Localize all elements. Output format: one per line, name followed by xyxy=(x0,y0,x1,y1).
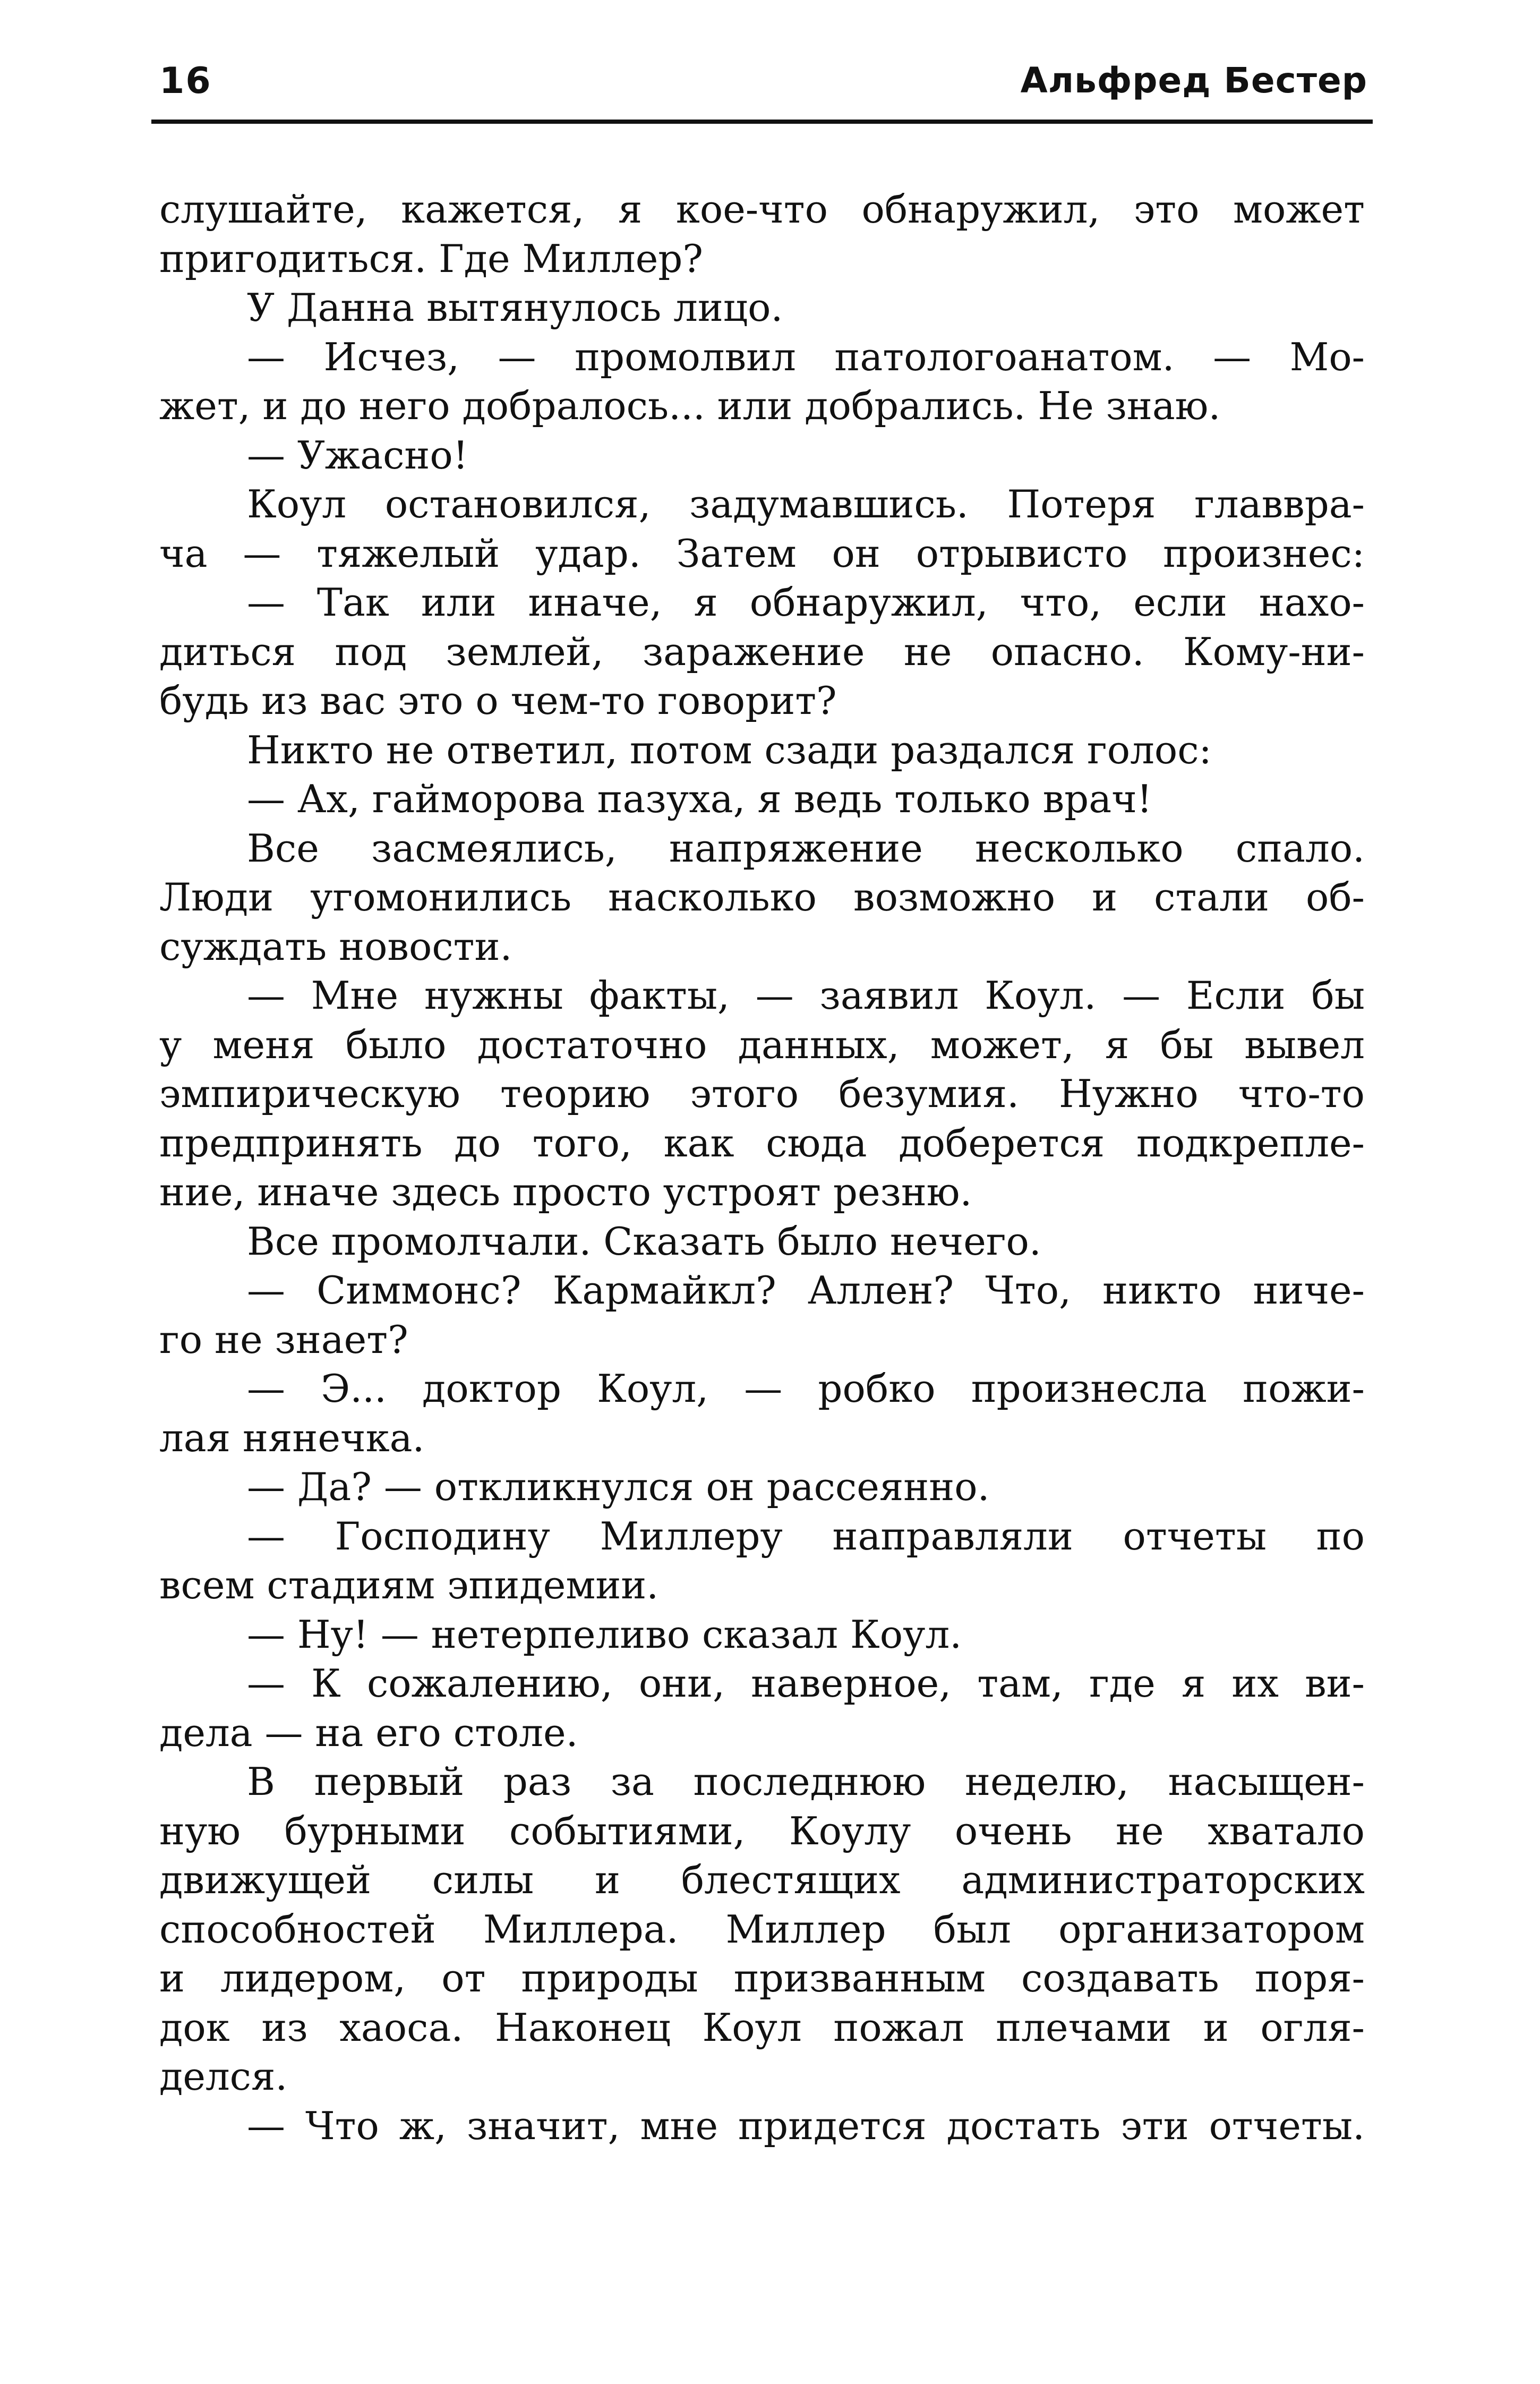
text-line: У Данна вытянулось лицо. xyxy=(247,285,783,330)
text-line: — Да? — откликнулся он рассеянно. xyxy=(247,1465,990,1509)
text-line: движущей силы и блестящих администраторских xyxy=(159,1858,1365,1902)
text-line: док из хаоса. Наконец Коул пожал плечами и огля- xyxy=(159,2005,1365,2050)
text-body xyxy=(159,185,1365,2150)
text-line: — Ужасно! xyxy=(247,432,468,478)
header-rule xyxy=(151,120,1373,124)
text-line: — Симмонс? Кармайкл? Аллен? Что, никто ниче- xyxy=(247,1268,1365,1313)
text-line: лая нянечка. xyxy=(159,1415,425,1460)
text-line: — Мне нужны факты, — заявил Коул. — Если бы xyxy=(247,973,1365,1018)
text-line: Никто не ответил, потом сзади раздался голос: xyxy=(247,727,1212,772)
text-line: Люди угомонились насколько возможно и стали об- xyxy=(159,875,1365,919)
text-line: — Исчез, — промолвил патологоанатом. — Мо- xyxy=(247,334,1365,379)
text-line: — К сожалению, они, наверное, там, где я их ви- xyxy=(247,1661,1365,1706)
text-line: Все засмеялись, напряжение несколько спало. xyxy=(247,825,1365,871)
text-line: ча — тяжелый удар. Затем он отрывисто произнес: xyxy=(159,531,1365,576)
text-line: — Господину Миллеру направляли отчеты по xyxy=(247,1513,1365,1559)
page-header xyxy=(159,50,1367,109)
text-line: предпринять до того, как сюда доберется подкрепле- xyxy=(159,1120,1365,1165)
text-line: и лидером, от природы призванным создавать поря- xyxy=(159,1956,1365,2000)
text-line: ную бурными событиями, Коулу очень не хватало xyxy=(159,1808,1365,1853)
text-line: делся. xyxy=(159,2054,288,2099)
text-line: диться под землей, заражение не опасно. Кому-ни- xyxy=(159,629,1365,674)
text-line: — Так или иначе, я обнаружил, что, если нахо- xyxy=(247,580,1365,625)
text-line: всем стадиям эпидемии. xyxy=(159,1563,659,1607)
text-line: пригодиться. Где Миллер? xyxy=(159,236,703,281)
text-line: у меня было достаточно данных, может, я бы вывел xyxy=(159,1022,1365,1067)
text-line: дела — на его столе. xyxy=(159,1710,578,1755)
text-line: будь из вас это о чем-то говорит? xyxy=(159,678,837,723)
text-line: способностей Миллера. Миллер был организатором xyxy=(159,1906,1365,1952)
text-line: — Ах, гайморова пазуха, я ведь только врач! xyxy=(247,777,1152,821)
text-line: Коул остановился, задумавшись. Потеря главвра- xyxy=(247,482,1365,526)
text-line: — Ну! — нетерпеливо сказал Коул. xyxy=(247,1612,962,1657)
text-line: слушайте, кажется, я кое-что обнаружил, это может xyxy=(159,187,1365,232)
text-line: — Что ж, значит, мне придется достать эти отчеты. xyxy=(247,2103,1365,2148)
running-head-author: Альфред Бестер xyxy=(1020,60,1367,101)
page-number: 16 xyxy=(159,60,212,102)
text-line: эмпирическую теорию этого безумия. Нужно что-то xyxy=(159,1071,1365,1116)
text-line: Все промолчали. Сказать было нечего. xyxy=(247,1219,1041,1264)
text-line: В первый раз за последнюю неделю, насыщен- xyxy=(247,1759,1365,1804)
text-line: — Э... доктор Коул, — робко произнесла пожи- xyxy=(247,1366,1365,1411)
text-line: го не знает? xyxy=(159,1317,408,1362)
text-line: ние, иначе здесь просто устроят резню. xyxy=(159,1170,972,1214)
text-line: жет, и до него добралось... или добрались. Не знаю. xyxy=(159,384,1221,428)
text-line: суждать новости. xyxy=(159,924,512,969)
